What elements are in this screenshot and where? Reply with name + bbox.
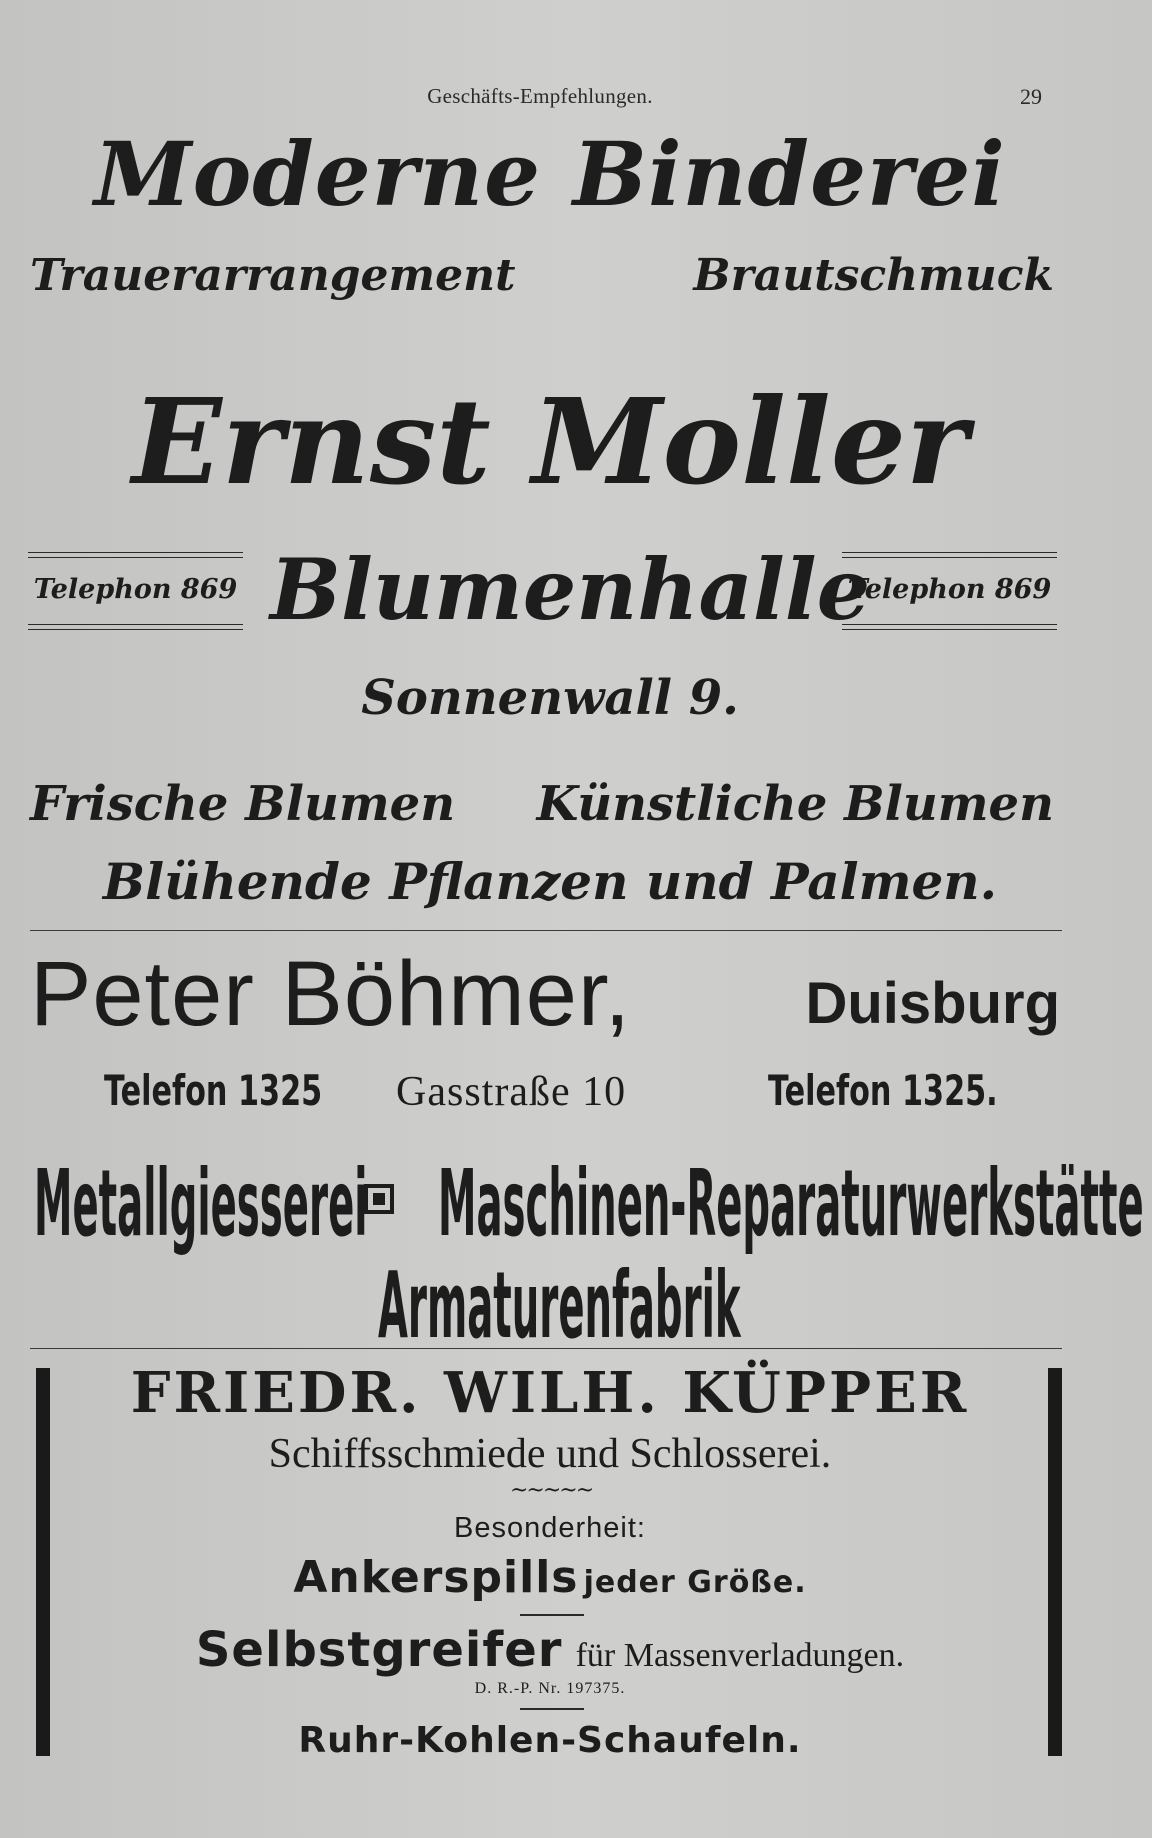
wave-ornament-icon: ~~~~~ <box>510 1478 593 1503</box>
kuepper-product-2 <box>60 1622 1040 1678</box>
boehmer-city: Duisburg <box>805 971 1060 1036</box>
moller-service-left: Trauerarrangement <box>30 250 516 301</box>
running-title: Geschäfts-Empfehlungen. <box>427 84 653 108</box>
kuepper-product-2-detail: für Massenverladungen. <box>575 1637 905 1674</box>
kuepper-product-1-detail: jeder Größe. <box>583 1565 807 1600</box>
kuepper-product-3: Ruhr-Kohlen-Schaufeln. <box>298 1720 802 1761</box>
moller-shop-name: Blumenhalle <box>270 540 871 639</box>
boehmer-business-line2: Armaturenfabrik <box>378 1252 741 1359</box>
boehmer-telephone-left: Telefon 1325 <box>104 1066 323 1115</box>
boehmer-business-left: Metallgiesserei <box>34 1150 368 1257</box>
kuepper-product-1 <box>60 1552 1040 1603</box>
moller-address: Sonnenwall 9. <box>361 670 739 726</box>
kuepper-specialty-label: Besonderheit: <box>454 1512 646 1544</box>
divider-rule <box>30 1348 1062 1349</box>
short-divider <box>520 1708 584 1710</box>
boehmer-street: Gasstraße 10 <box>396 1069 627 1115</box>
box-left-border <box>36 1368 50 1756</box>
moller-telephone-right-box <box>842 552 1057 634</box>
kuepper-subtitle: Schiffsschmiede und Schlosserei. <box>268 1431 832 1477</box>
square-ornament-icon <box>364 1184 394 1214</box>
kuepper-product-2-name: Selbstgreifer <box>195 1622 563 1678</box>
boehmer-name: Peter Böhmer, <box>30 943 632 1045</box>
boehmer-business-right: Maschinen-Reparaturwerkstätte <box>438 1150 1144 1257</box>
box-right-border <box>1048 1368 1062 1756</box>
moller-telephone-left: Telephon 869 <box>33 574 238 605</box>
short-divider <box>520 1614 584 1616</box>
kuepper-patent: D. R.-P. Nr. 197375. <box>474 1680 626 1697</box>
moller-name: Ernst Moller <box>131 372 969 511</box>
kuepper-name: FRIEDR. WILH. KÜPPER <box>130 1360 970 1426</box>
moller-telephone-left-box <box>28 552 243 634</box>
kuepper-product-1-name: Ankerspills <box>293 1552 579 1603</box>
moller-offer-line2: Blühende Pflanzen und Palmen. <box>102 852 998 911</box>
divider-rule <box>30 930 1062 931</box>
boehmer-telephone-right: Telefon 1325. <box>768 1066 998 1115</box>
moller-headline: Moderne Binderei <box>94 122 1006 226</box>
moller-offer-right: Künstliche Blumen <box>536 776 1054 832</box>
moller-offer-left: Frische Blumen <box>30 776 456 832</box>
page-number: 29 <box>1020 84 1042 109</box>
moller-telephone-right: Telephon 869 <box>847 574 1052 605</box>
moller-service-right: Brautschmuck <box>693 250 1054 301</box>
